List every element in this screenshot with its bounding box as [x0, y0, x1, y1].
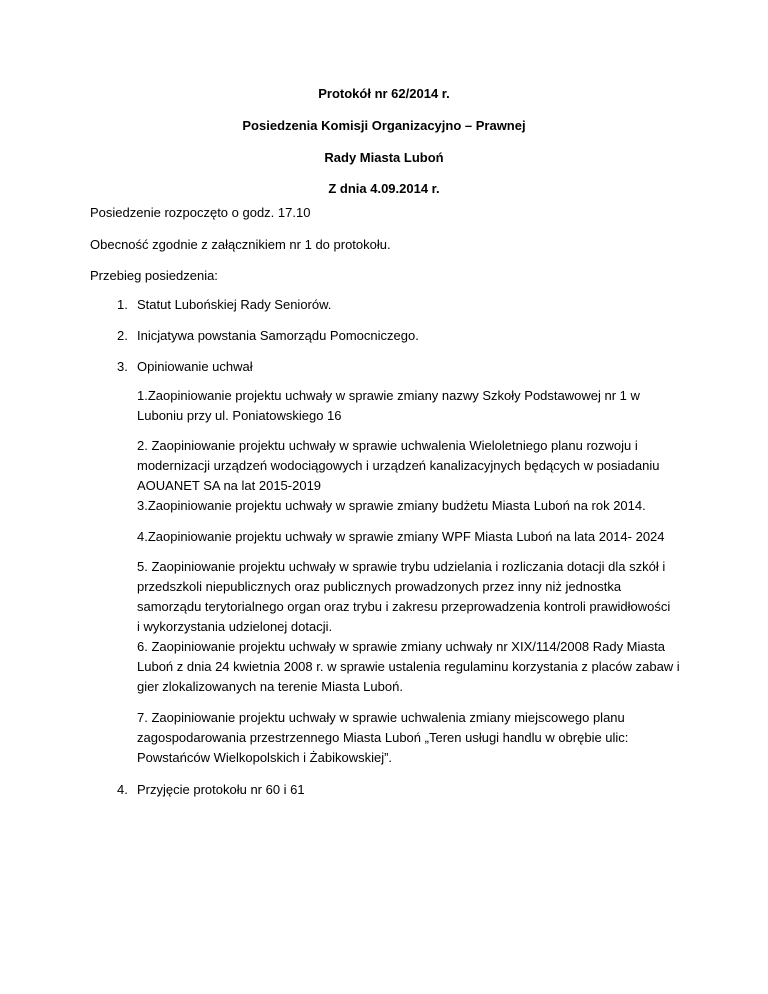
resolution-item — [137, 386, 682, 426]
resolution-line: modernizacji urządzeń wodociągowych i urządzeń kanalizacyjnych będących w posiadaniu — [137, 458, 660, 473]
protocol-number-heading: Protokół nr 62/2014 r. — [318, 86, 450, 101]
resolution-line: Luboń z dnia 24 kwietnia 2008 r. w sprawie ustalenia regulaminu korzystania z placów zabaw i — [137, 659, 680, 674]
agenda-item-number: 3. — [117, 359, 128, 374]
committee-heading: Posiedzenia Komisji Organizacyjno – Prawnej — [242, 118, 526, 133]
agenda-label: Przebieg posiedzenia: — [90, 268, 218, 283]
resolution-item — [137, 496, 682, 516]
resolution-item — [137, 527, 682, 547]
resolution-item — [137, 708, 682, 768]
agenda-item-text: Inicjatywa powstania Samorządu Pomocniczego. — [137, 328, 419, 343]
resolution-line: Luboniu przy ul. Poniatowskiego 16 — [137, 408, 342, 423]
resolution-line: zagospodarowania przestrzennego Miasta Luboń „Teren usługi handlu w obrębie ulic: — [137, 730, 629, 745]
resolution-line: Powstańców Wielkopolskich i Żabikowskiej”. — [137, 750, 393, 765]
council-heading: Rady Miasta Luboń — [324, 150, 444, 165]
resolution-item — [137, 637, 682, 697]
agenda-item-text: Przyjęcie protokołu nr 60 i 61 — [137, 782, 305, 797]
resolution-line: 5. Zaopiniowanie projektu uchwały w sprawie trybu udzielania i rozliczania dotacji dla szkół i — [137, 559, 666, 574]
resolution-line: i wykorzystania udzielonej dotacji. — [137, 619, 333, 634]
agenda-item-number: 1. — [117, 297, 128, 312]
date-heading: Z dnia 4.09.2014 r. — [328, 181, 440, 196]
resolution-line: gier zlokalizowanych na terenie Miasta Luboń. — [137, 679, 403, 694]
resolution-line: 4.Zaopiniowanie projektu uchwały w sprawie zmiany WPF Miasta Luboń na lata 2014- 2024 — [137, 529, 665, 544]
attendance-text: Obecność zgodnie z załącznikiem nr 1 do protokołu. — [90, 237, 391, 252]
resolution-line: przedszkoli niepublicznych oraz publicznych prowadzonych przez inny niż jednostka — [137, 579, 622, 594]
agenda-item-number: 4. — [117, 782, 128, 797]
resolution-item — [137, 557, 682, 637]
start-time-text: Posiedzenie rozpoczęto o godz. 17.10 — [90, 205, 311, 220]
resolution-item — [137, 436, 682, 496]
resolution-line: 1.Zaopiniowanie projektu uchwały w sprawie zmiany nazwy Szkoły Podstawowej nr 1 w — [137, 388, 640, 403]
agenda-item-text: Statut Lubońskiej Rady Seniorów. — [137, 297, 332, 312]
agenda-item-number: 2. — [117, 328, 128, 343]
resolution-line: 3.Zaopiniowanie projektu uchwały w sprawie zmiany budżetu Miasta Luboń na rok 2014. — [137, 498, 646, 513]
resolution-line: samorządu terytorialnego organ oraz trybu i zakresu przeprowadzenia kontroli prawidłowości — [137, 599, 671, 614]
resolution-line: 6. Zaopiniowanie projektu uchwały w sprawie zmiany uchwały nr XIX/114/2008 Rady Miasta — [137, 639, 665, 654]
agenda-item-text: Opiniowanie uchwał — [137, 359, 253, 374]
resolution-line: 7. Zaopiniowanie projektu uchwały w sprawie uchwalenia zmiany miejscowego planu — [137, 710, 625, 725]
resolution-line: 2. Zaopiniowanie projektu uchwały w sprawie uchwalenia Wieloletniego planu rozwoju i — [137, 438, 638, 453]
resolution-line: AOUANET SA na lat 2015-2019 — [137, 478, 322, 493]
